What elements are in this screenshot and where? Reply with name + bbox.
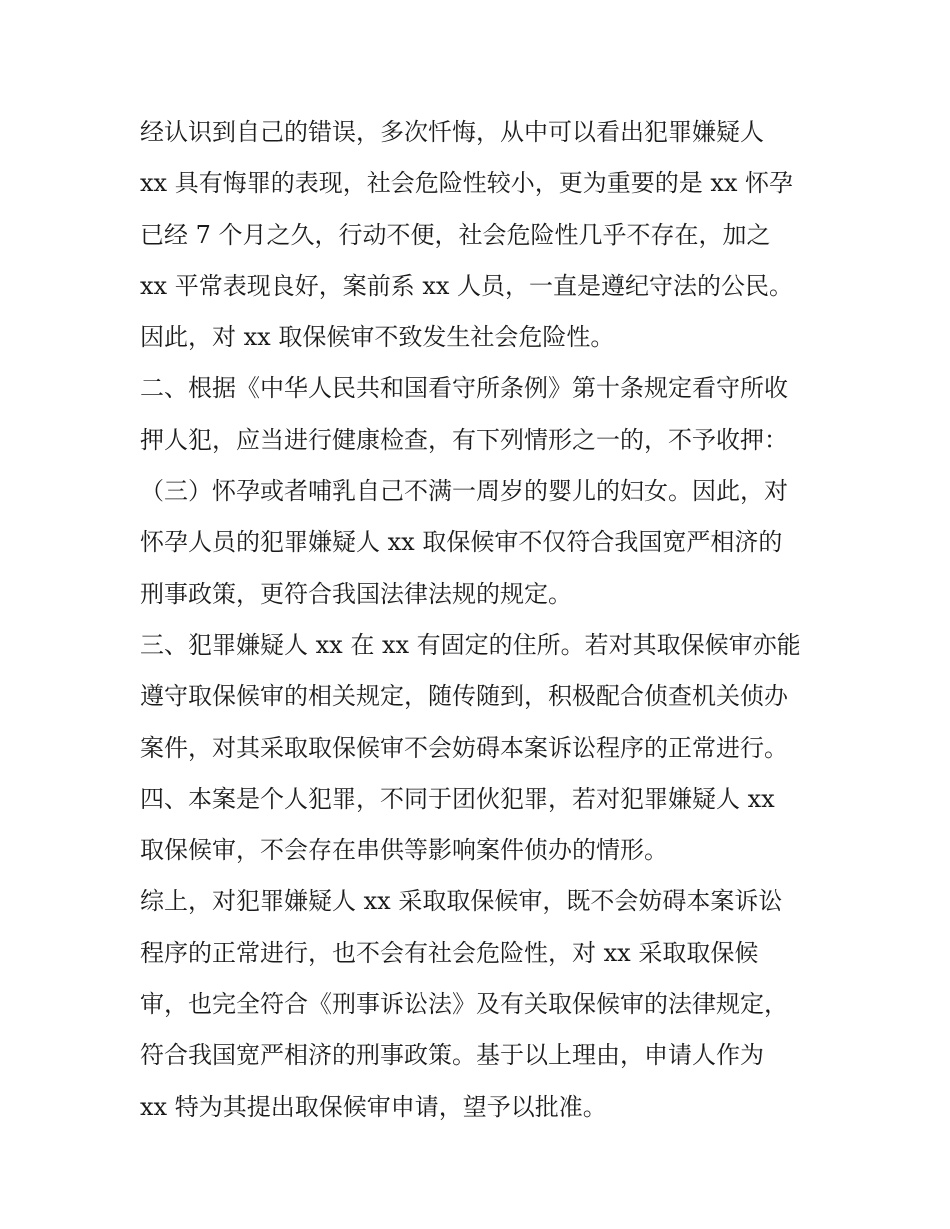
text-line: 已经 7 个月之久，行动不便，社会危险性几乎不存在，加之 (140, 220, 771, 249)
text-line: 符合我国宽严相济的刑事政策。基于以上理由，申请人作为 (140, 1041, 764, 1070)
text-line: 刑事政策，更符合我国法律法规的规定。 (140, 579, 572, 608)
text-line: 四、本案是个人犯罪，不同于团伙犯罪，若对犯罪嫌疑人 xx (140, 784, 775, 813)
text-line: xx 平常表现良好，案前系 xx 人员，一直是遵纪守法的公民。 (140, 271, 794, 300)
text-line: xx 特为其提出取保候审申请，望予以批准。 (140, 1092, 607, 1121)
text-line: 取保候审，不会存在串供等影响案件侦办的情形。 (140, 836, 668, 865)
text-line: 三、犯罪嫌疑人 xx 在 xx 有固定的住所。若对其取保候审亦能 (140, 630, 801, 659)
text-line: xx 具有悔罪的表现，社会危险性较小，更为重要的是 xx 怀孕 (140, 169, 794, 198)
text-line: 遵守取保候审的相关规定，随传随到，积极配合侦查机关侦办 (140, 682, 788, 711)
text-line: 审，也完全符合《刑事诉讼法》及有关取保候审的法律规定， (140, 990, 788, 1019)
text-line: 二、根据《中华人民共和国看守所条例》第十条规定看守所收 (140, 374, 788, 403)
text-line: 怀孕人员的犯罪嫌疑人 xx 取保候审不仅符合我国宽严相济的 (140, 528, 783, 557)
text-line: 因此，对 xx 取保候审不致发生社会危险性。 (140, 323, 615, 352)
text-line: 案件，对其采取取保候审不会妨碍本案诉讼程序的正常进行。 (140, 733, 788, 762)
text-line: 经认识到自己的错误，多次忏悔，从中可以看出犯罪嫌疑人 (140, 118, 764, 146)
text-line: （三）怀孕或者哺乳自己不满一周岁的婴儿的妇女。因此，对 (140, 477, 788, 506)
text-line: 程序的正常进行，也不会有社会危险性，对 xx 采取取保候 (140, 938, 759, 967)
document-body (140, 107, 830, 1133)
text-line: 综上，对犯罪嫌疑人 xx 采取取保候审，既不会妨碍本案诉讼 (140, 887, 783, 916)
text-line: 押人犯，应当进行健康检查，有下列情形之一的，不予收押： (140, 425, 788, 454)
